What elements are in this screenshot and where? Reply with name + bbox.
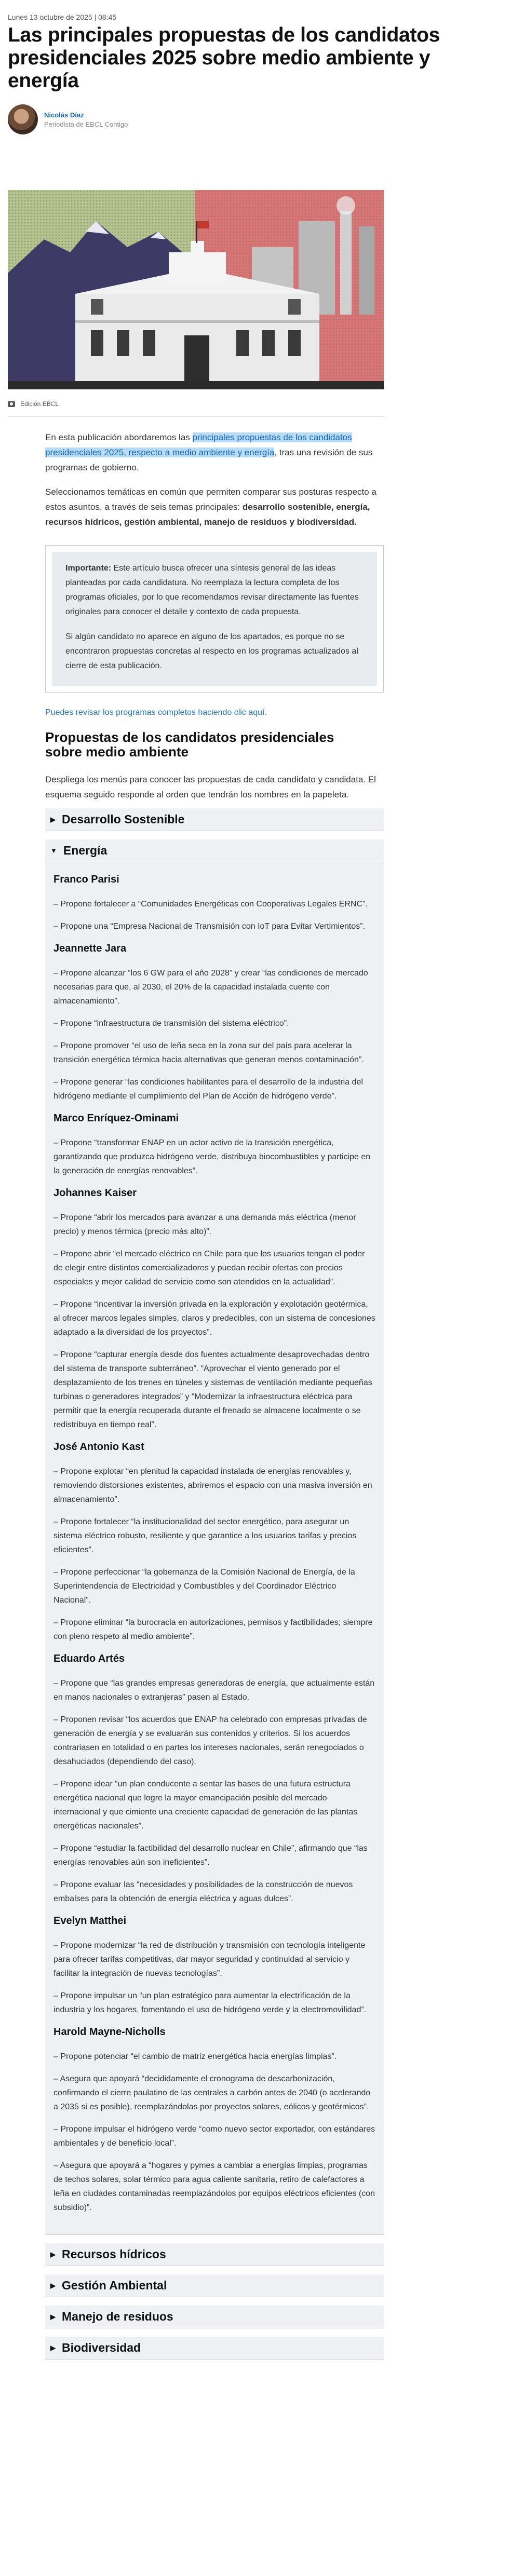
accordion-energia bbox=[45, 839, 384, 2235]
hero-image bbox=[8, 190, 384, 389]
proposal: – Propone “abrir los mercados para avanzar a una demanda más eléctrica (menor precio) y menos térmica (precio más alto)”. bbox=[53, 1213, 356, 1236]
accordion-recursos-hidricos bbox=[45, 2243, 384, 2266]
accordion-biodiversidad bbox=[45, 2337, 384, 2360]
chevron-right-icon: ▶ bbox=[50, 2343, 56, 2352]
accordion-label: Manejo de residuos bbox=[62, 2310, 173, 2323]
chevron-right-icon: ▶ bbox=[50, 815, 56, 823]
accordion-desarrollo-sostenible bbox=[45, 808, 384, 831]
author-block bbox=[8, 102, 503, 137]
accordion-toggle-desarrollo-sostenible[interactable] bbox=[45, 808, 384, 831]
proposal: – Propone una “Empresa Nacional de Transmisión con IoT para Evitar Vertimientos”. bbox=[53, 922, 365, 931]
intro-text: En esta publicación abordaremos las bbox=[45, 432, 193, 442]
proposal: – Propone eliminar “la burocracia en autorizaciones, permisos y factibilidades; siempre con pleno respeto al medio ambiente”. bbox=[53, 1618, 373, 1641]
note-label: Importante: bbox=[65, 564, 111, 573]
note-paragraph-1 bbox=[65, 561, 366, 619]
note-text-1: Este artículo busca ofrecer una síntesis general de las ideas planteadas por cada candidatura. No reemplaza la lectura completa de los programas oficiales, por lo que recomendamos revisar directamente las fuentes originales para conocer el detalle y contexto de cada propuesta. bbox=[65, 564, 359, 616]
programs-link[interactable]: Puedes revisar los programas completos haciendo clic aquí. bbox=[45, 708, 267, 717]
accordion-manejo-residuos bbox=[45, 2306, 384, 2328]
accordion-toggle-manejo-residuos[interactable] bbox=[45, 2306, 384, 2328]
candidate-name: Jeannette Jara bbox=[53, 943, 127, 954]
proposal: – Propone fortalecer a “Comunidades Energéticas con Cooperativas Legales ERNC”. bbox=[53, 900, 368, 909]
accordion-label: Energía bbox=[63, 844, 107, 857]
author-role: Periodista de EBCL Contigo bbox=[44, 120, 128, 128]
proposal: – Propone modernizar “la red de distribución y transmisión con tecnología inteligente para ofrecer tarifas competitivas, dar mayor seguridad y continuidad al servicio y facilitar la integración de nuevas tecnologías”. bbox=[53, 1941, 366, 1978]
author-name[interactable]: Nicolás Díaz bbox=[44, 111, 84, 119]
accordion-label: Desarrollo Sostenible bbox=[62, 812, 185, 826]
intro-link[interactable]: principales propuestas de los candidatos presidenciales 2025, respecto a medio ambiente y energía bbox=[45, 432, 352, 457]
image-credit-text: Edición EBCL bbox=[20, 400, 59, 408]
proposal: – Propone “transformar ENAP en un actor activo de la transición energética, garantizando que produzca hidrógeno verde, distribuya biocombustibles y participe en la generación de energías renovables”. bbox=[53, 1138, 371, 1175]
proposal: – Asegura que apoyará “decididamente el cronograma de descarbonización, confirmando el cierre paulatino de las centrales a carbón antes de 2040 (o acelerando a 2035 si es posible), reemplazándolas por proyectos solares, eólicos y geotérmicos”. bbox=[53, 2075, 371, 2111]
candidate-name: Harold Mayne-Nicholls bbox=[53, 2026, 166, 2038]
article-body bbox=[8, 430, 423, 2380]
proposal: – Propone alcanzar “los 6 GW para el año 2028” y crear “las condiciones de mercado necesarias para que, al 2030, el 20% de la capacidad instalada cuente con almacenamiento”. bbox=[53, 969, 368, 1006]
candidate-name: Johannes Kaiser bbox=[53, 1187, 137, 1199]
candidate-name: José Antonio Kast bbox=[53, 1441, 144, 1453]
proposal: – Propone potenciar “el cambio de matriz energética hacia energías limpias”. bbox=[53, 2052, 337, 2061]
proposal: – Propone evaluar las “necesidades y posibilidades de la construcción de nuevos embalses para la obtención de energía eléctrica y aguas dulces”. bbox=[53, 1880, 353, 1903]
section-title: Propuestas de los candidatos presidenciales sobre medio ambiente bbox=[45, 729, 334, 760]
author-avatar[interactable] bbox=[8, 104, 38, 134]
chevron-right-icon: ▶ bbox=[50, 2312, 56, 2321]
topics-list: desarrollo sostenible, energía, recursos hídricos, gestión ambiental, manejo de residuos y biodiversidad. bbox=[45, 502, 370, 527]
proposal: – Propone promover “el uso de leña seca en la zona sur del país para acelerar la transición energética térmica hacia alternativas que generan menos contaminación”. bbox=[53, 1041, 364, 1064]
proposal: – Propone idear “un plan conducente a sentar las bases de una futura estructura energética nacional que logre la mayor emancipación posible del mercado internacional y que cimiente una creciente capacidad de generación de las plantas energéticas nacionales”. bbox=[53, 1780, 358, 1831]
accordion-label: Recursos hídricos bbox=[62, 2247, 166, 2261]
chevron-right-icon: ▶ bbox=[50, 2281, 56, 2289]
note-paragraph-2: Si algún candidato no aparece en alguno de los apartados, es porque no se encontraron propuestas concretas al respecto en los programas actualizados al cierre de esta publicación. bbox=[65, 632, 358, 670]
proposal: – Propone perfeccionar “la gobernanza de la Comisión Nacional de Energía, de la Superintendencia de Electricidad y Combustibles y del Coordinador Eléctrico Nacional”. bbox=[53, 1568, 355, 1605]
proposal: – Propone impulsar el hidrógeno verde “como nuevo sector exportador, con estándares ambientales y de beneficio local”. bbox=[53, 2125, 375, 2148]
proposal: – Propone “incentivar la inversión privada en la exploración y explotación geotérmica, al ofrecer marcos legales simples, claros y predecibles, con un sistema de concesiones adaptado a la diversidad de los proyectos”. bbox=[53, 1300, 375, 1337]
accordion-toggle-gestion-ambiental[interactable] bbox=[45, 2274, 384, 2297]
accordion-toggle-recursos-hidricos[interactable] bbox=[45, 2243, 384, 2266]
intro-paragraph bbox=[45, 430, 384, 475]
chevron-right-icon: ▶ bbox=[50, 2250, 56, 2258]
camera-icon bbox=[8, 401, 15, 407]
accordion-toggle-energia[interactable] bbox=[45, 839, 384, 862]
candidate-name: Evelyn Matthei bbox=[53, 1915, 127, 1927]
accordion-label: Biodiversidad bbox=[62, 2341, 141, 2354]
image-credit bbox=[8, 399, 503, 409]
proposal: – Propone “infraestructura de transmisión del sistema eléctrico”. bbox=[53, 1019, 289, 1028]
chevron-down-icon: ▼ bbox=[50, 847, 57, 855]
intro-text-end: , tras una revisión de sus programas de gobierno. bbox=[45, 448, 373, 472]
page-title: Las principales propuestas de los candidatos presidenciales 2025 sobre medio ambiente y energía bbox=[8, 24, 440, 92]
accordion-toggle-biodiversidad[interactable] bbox=[45, 2337, 384, 2360]
proposal: – Propone explotar “en plenitud la capacidad instalada de energías renovables y, removiendo distorsiones existentes, abriremos el espacio con una masiva inversión en almacenamiento”. bbox=[53, 1467, 372, 1504]
proposal: – Propone “estudiar la factibilidad del desarrollo nuclear en Chile”, afirmando que “las energías renovables aún son ineficientes”. bbox=[53, 1844, 368, 1867]
proposal: – Propone generar “las condiciones habilitantes para el desarrollo de la industria del hidrógeno mediante el cumplimiento del Plan de Acción de hidrógeno verde”. bbox=[53, 1078, 363, 1101]
topics-paragraph bbox=[45, 484, 384, 530]
divider bbox=[8, 416, 384, 417]
accordion-label: Gestión Ambiental bbox=[62, 2279, 167, 2292]
proposal: – Propone impulsar un “un plan estratégico para aumentar la electrificación de la industria y los hogares, fomentando el uso de hidrógeno verde y la electromovilidad”. bbox=[53, 1991, 367, 2014]
candidate-name: Eduardo Artés bbox=[53, 1653, 125, 1664]
section-intro: Despliega los menús para conocer las propuestas de cada candidato y candidata. El esquema seguido responde al orden que tendrán los nombres en la papeleta. bbox=[45, 775, 376, 799]
accordion-gestion-ambiental bbox=[45, 2274, 384, 2297]
proposal: – Propone que “las grandes empresas generadoras de energía, que actualmente están en manos nacionales o extranjeras” pasen al Estado. bbox=[53, 1679, 375, 1702]
candidate-name: Franco Parisi bbox=[53, 874, 119, 885]
proposal: – Propone abrir “el mercado eléctrico en Chile para que los usuarios tengan el poder de elegir entre distintos comercializadores y puedan recibir ofertas con precios especiales y mejor calidad de servicio como son atendidos en la actualidad”. bbox=[53, 1250, 365, 1286]
accordion-content-energia bbox=[45, 862, 384, 2235]
publish-date: Lunes 13 octubre de 2025 | 08:45 bbox=[8, 13, 117, 21]
proposal: – Propone fortalecer “la institucionalidad del sector energético, para asegurar un sistema eléctrico robusto, resiliente y que garantice a los usuarios tarifas y precios eficientes”. bbox=[53, 1517, 357, 1554]
hero-illustration bbox=[8, 190, 384, 389]
proposal: – Asegura que apoyará a “hogares y pymes a cambiar a energías limpias, programas de techos solares, solar térmico para agua caliente sanitaria, retiro de calefactores a leña en ciudades contaminadas reemplazándolos por equipos eléctricos eficientes (con subsidio)”. bbox=[53, 2161, 375, 2212]
topics-text: Seleccionamos temáticas en común que permiten comparar sus posturas respecto a estos asuntos, a través de seis temas principales: bbox=[45, 487, 376, 512]
candidate-name: Marco Enríquez-Ominami bbox=[53, 1113, 179, 1124]
proposal: – Proponen revisar “los acuerdos que ENAP ha celebrado con empresas privadas de generación de energía y se evaluarán sus contenidos y criterios. Si los acuerdos contrariasen en totalidad o en partes los intereses nacionales, serán renegociados o desahuciados (dependiendo del caso). bbox=[53, 1715, 367, 1766]
proposal: – Propone “capturar energía desde dos fuentes actualmente desaprovechadas dentro del sistema de transporte subterráneo”. “Aprovechar el viento generado por el desplazamiento de los trenes en túneles y sistemas de ventilación mediante pequeñas turbinas o generadores integrados” y “Modernizar la infraestructura eléctrica para permitir que la energía recuperada durante el frenado se almacene localmente o se redistribuya en tiempo real”. bbox=[53, 1350, 372, 1429]
important-note bbox=[45, 545, 384, 693]
